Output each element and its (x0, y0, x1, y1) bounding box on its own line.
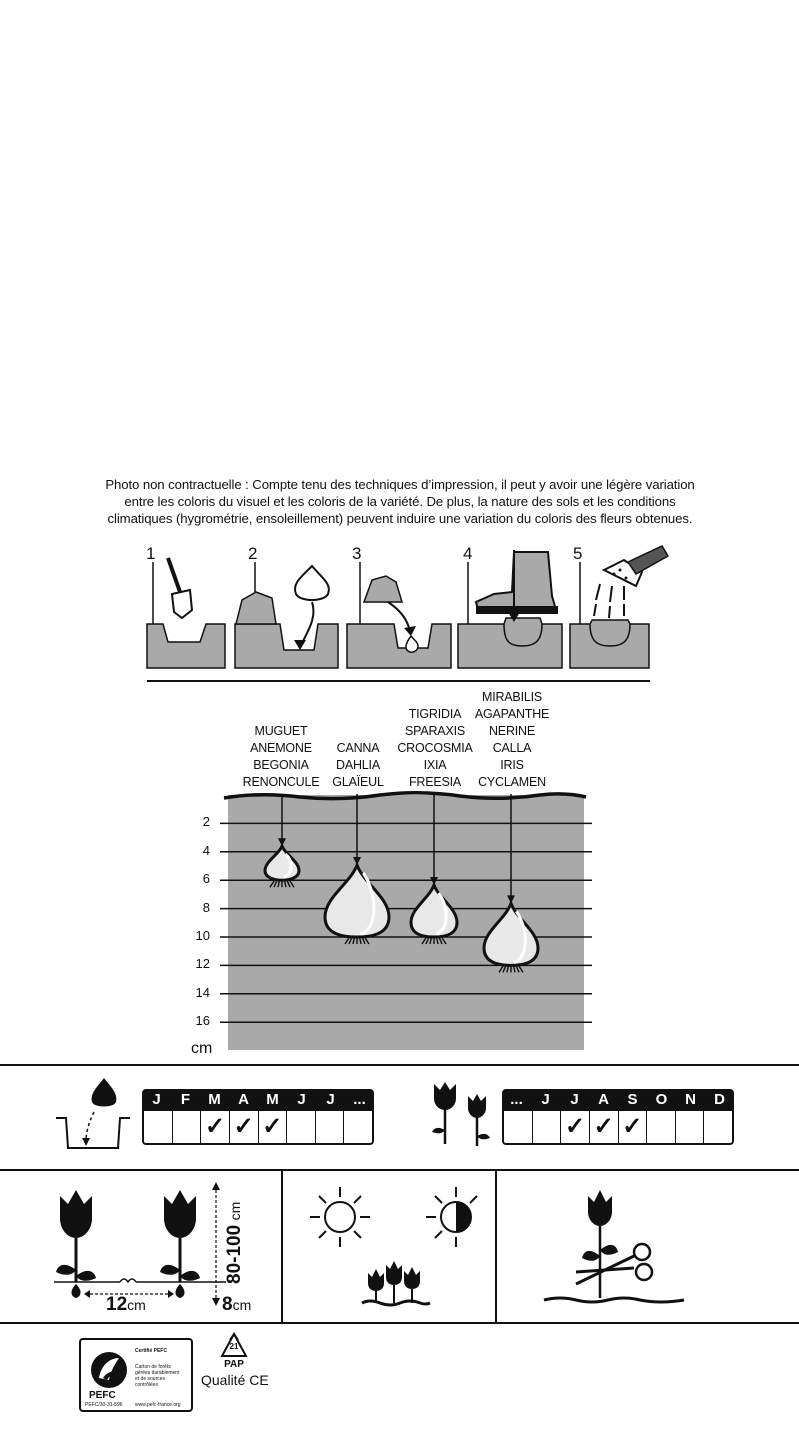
section-divider (495, 1169, 497, 1323)
depth-tick-label: 2 (202, 814, 210, 830)
spacing-distance (106, 1294, 146, 1316)
plant-name: CALLA (492, 741, 532, 755)
disclaimer-line-3: climatiques (hygrométrie, ensoleillement) peuvent induire une variation du coloris des fleurs obtenues. (107, 511, 693, 526)
planting-calendar-month: J (297, 1091, 306, 1108)
flowering-time-icon (428, 1076, 500, 1152)
plant-name: FREESIA (408, 775, 462, 789)
pefc-desc-line: gérées durablement (135, 1370, 180, 1376)
flowering-calendar-month: O (655, 1091, 668, 1108)
cut-flower-illustration (540, 1186, 700, 1311)
plant-name: NERINE (488, 724, 536, 738)
planting-calendar-month: J (152, 1091, 161, 1108)
depth-tick-label: 6 (202, 871, 210, 887)
planting-calendar-month: J (326, 1091, 335, 1108)
plant-name: GLAÏEUL (332, 775, 384, 789)
flowering-calendar-cell: ✓ (590, 1111, 619, 1143)
pefc-logo-text: PEFC (89, 1390, 116, 1401)
depth-tick-label: 8 (202, 899, 210, 915)
plant-name: TIGRIDIA (408, 707, 462, 721)
section-divider (0, 1322, 799, 1324)
flowering-calendar-month: A (598, 1091, 609, 1108)
depth-tick-label: 10 (195, 928, 210, 943)
pefc-url: www.pefc-france.org (135, 1402, 181, 1408)
section-divider (0, 1064, 799, 1066)
plant-name: BEGONIA (253, 758, 309, 772)
flowering-calendar-month: J (570, 1091, 579, 1108)
planting-calendar-checks (142, 1111, 374, 1145)
spacing-distance-value: 12 (106, 1294, 128, 1315)
plant-name: MIRABILIS (481, 690, 543, 704)
planting-calendar-month: ... (353, 1091, 366, 1108)
tulip-bed-icon (362, 1261, 430, 1305)
depth-tick-label: 4 (202, 842, 210, 858)
flowering-calendar-month: ... (510, 1091, 523, 1108)
plant-name: MUGUET (254, 724, 308, 738)
flowering-calendar-months (502, 1089, 734, 1111)
flowering-calendar-cell (676, 1111, 705, 1143)
pefc-title: Certifié PEFC (135, 1348, 167, 1354)
step-number-4: 4 (463, 544, 473, 563)
plant-name: SPARAXIS (405, 724, 465, 738)
plant-name: IRIS (500, 758, 524, 772)
flowering-calendar-cell (647, 1111, 676, 1143)
planting-calendar-cell: ✓ (259, 1111, 288, 1143)
pefc-description (135, 1364, 187, 1388)
flowering-calendar-cell (533, 1111, 562, 1143)
depth-tick-label: 14 (195, 984, 210, 1000)
planting-depth (222, 1294, 251, 1316)
tulip-icon (582, 1190, 618, 1298)
disclaimer-line-1: Photo non contractuelle : Compte tenu des techniques d’impression, il peut y avoir une légère variation (105, 477, 695, 492)
recycle-label: PAP (224, 1359, 244, 1370)
section-divider (0, 1169, 799, 1171)
step-number-3: 3 (352, 544, 362, 563)
planting-time-icon (52, 1074, 132, 1154)
flowering-calendar-cell: ✓ (619, 1111, 648, 1143)
planting-calendar-months (142, 1089, 374, 1111)
depth-tick-label: 12 (195, 956, 210, 972)
step-number-2: 2 (248, 544, 258, 563)
pefc-desc-line: contrôlées (135, 1382, 159, 1388)
flowering-calendar-checks (502, 1111, 734, 1145)
plant-name: RENONCULE (242, 775, 320, 789)
pefc-code: PEFC/30-31-596 (85, 1402, 123, 1408)
plant-name: AGAPANTHE (474, 707, 550, 721)
pefc-desc-line: et de sources (135, 1376, 166, 1382)
plant-height-value: 80-100 (224, 1224, 245, 1284)
pefc-tree-logo-icon (87, 1348, 131, 1392)
flowering-calendar-month: N (685, 1091, 696, 1108)
full-sun-icon (310, 1187, 370, 1247)
section-divider (281, 1169, 283, 1323)
recycle-number: 21 (229, 1342, 239, 1351)
plant-name: IXIA (423, 758, 447, 772)
quality-label: Qualité CE (201, 1372, 269, 1388)
planting-calendar-cell (173, 1111, 202, 1143)
planting-calendar-cell (287, 1111, 316, 1143)
plant-name: CYCLAMEN (478, 775, 546, 789)
planting-depth-value: 8 (222, 1294, 233, 1315)
planting-calendar-cell: ✓ (201, 1111, 230, 1143)
step-number-5: 5 (573, 544, 583, 563)
plant-name: ANEMONE (250, 741, 312, 755)
flowering-calendar-cell (704, 1111, 732, 1143)
planting-calendar-cell: ✓ (230, 1111, 259, 1143)
planting-calendar-month: M (266, 1091, 279, 1108)
planting-calendar (142, 1089, 374, 1145)
sun-exposure-illustration (300, 1185, 490, 1310)
flowering-calendar (502, 1089, 734, 1145)
planting-calendar-month: M (208, 1091, 221, 1108)
planting-calendar-month: F (180, 1091, 191, 1108)
plant-name: CANNA (336, 741, 380, 755)
planting-calendar-cell (316, 1111, 345, 1143)
pefc-certification-box (79, 1338, 193, 1412)
planting-calendar-cell (144, 1111, 173, 1143)
planting-calendar-month: A (238, 1091, 249, 1108)
disclaimer-line-2: entre les coloris du visuel et les coloris de la variété. De plus, la nature des sols et les conditions (124, 494, 676, 509)
flowering-calendar-cell (504, 1111, 533, 1143)
planting-depth-unit: cm (232, 1297, 252, 1313)
depth-tick-label: 16 (195, 1013, 210, 1029)
plant-name: CROCOSMIA (397, 741, 473, 755)
plant-height (224, 1202, 246, 1284)
plant-height-unit: cm (227, 1201, 243, 1221)
flowering-calendar-month: J (541, 1091, 550, 1108)
step-number-1: 1 (146, 544, 156, 563)
flowering-calendar-month: S (627, 1091, 638, 1108)
depth-unit-label: cm (191, 1040, 213, 1057)
partial-shade-icon (426, 1187, 477, 1247)
spacing-distance-unit: cm (127, 1297, 146, 1313)
planting-calendar-cell (344, 1111, 372, 1143)
flowering-calendar-month: D (714, 1091, 725, 1108)
pefc-desc-line: Carton de forêts (135, 1364, 171, 1370)
plant-name: DAHLIA (336, 758, 380, 772)
flowering-calendar-cell: ✓ (561, 1111, 590, 1143)
